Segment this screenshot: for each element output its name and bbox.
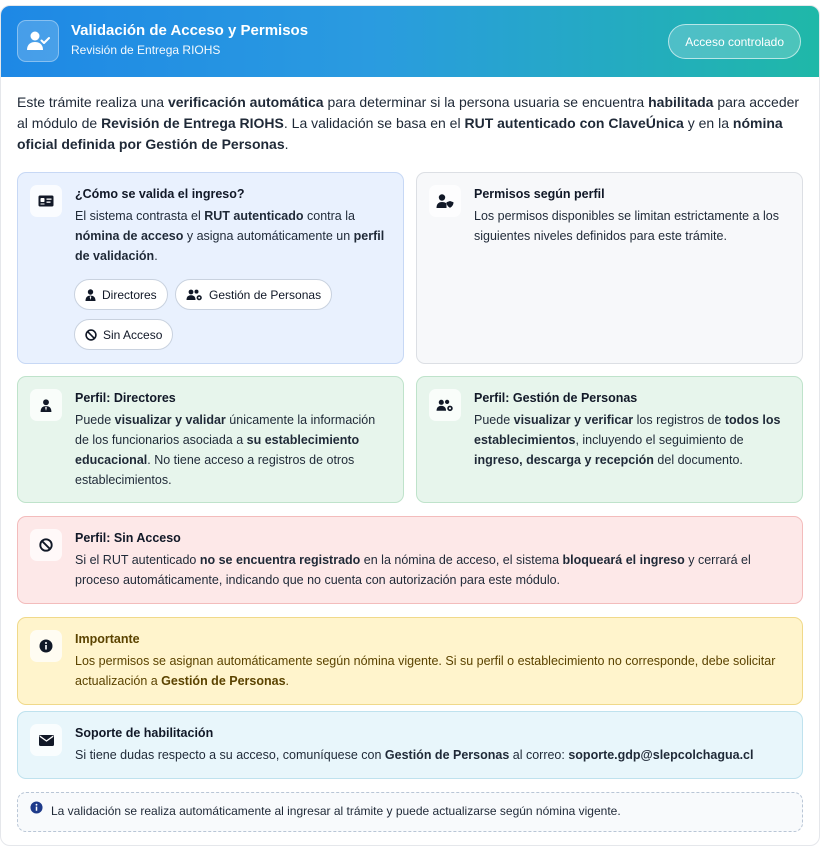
intro-text: . xyxy=(284,136,289,152)
validation-text-part: y asigna automáticamente un xyxy=(183,229,354,243)
importante-box xyxy=(17,617,803,705)
chip-label: Gestión de Personas xyxy=(209,287,322,302)
directores-box xyxy=(17,376,404,503)
intro-paragraph xyxy=(17,92,807,155)
chip-directores xyxy=(74,279,168,310)
gestion-title: Perfil: Gestión de Personas xyxy=(474,391,638,405)
support-email[interactable]: soporte.gdp@slepcolchagua.cl xyxy=(568,748,754,762)
id-card-icon xyxy=(30,185,62,217)
validation-strong: nómina de acceso xyxy=(75,229,184,243)
gestion-text xyxy=(474,410,792,470)
directores-text-part: únicamente la información de los funcionarios asociada a xyxy=(75,413,376,447)
footer-note xyxy=(17,792,803,832)
info-circle-icon xyxy=(30,801,43,814)
page-title: Validación de Acceso y Permisos xyxy=(71,22,309,39)
validation-text-part: El sistema contrasta el xyxy=(75,209,205,223)
sin-acceso-box xyxy=(17,516,803,604)
chip-sin-acceso xyxy=(74,319,173,350)
intro-strong: habilitada xyxy=(648,94,714,110)
info-circle-icon xyxy=(30,630,62,662)
card-header xyxy=(1,6,819,77)
validation-text-part: contra la xyxy=(303,209,355,223)
footer-note-text: La validación se realiza automáticamente al ingresar al trámite y puede actualizarse según nómina vigente. xyxy=(51,804,621,818)
chip-label: Sin Acceso xyxy=(103,327,163,342)
directores-text xyxy=(75,410,391,490)
importante-strong: Gestión de Personas xyxy=(161,674,286,688)
gestion-strong: visualizar y verificar xyxy=(513,413,634,427)
validation-text xyxy=(75,206,393,266)
permissions-box xyxy=(416,172,803,364)
directores-title: Perfil: Directores xyxy=(75,391,176,405)
importante-text-part: . xyxy=(285,674,290,688)
intro-text: . La validación se basa en el xyxy=(283,115,465,131)
intro-strong: RUT autenticado con ClaveÚnica xyxy=(464,115,684,131)
intro-strong: nómina oficial definida por Gestión de Personas xyxy=(17,115,783,152)
directores-text-part: Puede xyxy=(75,413,115,427)
validation-box xyxy=(17,172,404,364)
validation-strong: perfil de validación xyxy=(75,229,385,263)
validation-text-part: . xyxy=(154,249,158,263)
access-badge-label: Acceso controlado xyxy=(685,34,784,49)
sin-acceso-text xyxy=(75,550,790,590)
intro-strong: Revisión de Entrega RIOHS xyxy=(101,115,284,131)
gestion-text-part: Puede xyxy=(474,413,514,427)
users-gear-icon xyxy=(186,289,203,301)
validation-strong: RUT autenticado xyxy=(204,209,304,223)
sin-acceso-title: Perfil: Sin Acceso xyxy=(75,531,181,545)
gestion-strong: ingreso, descarga y recepción xyxy=(474,453,654,467)
gestion-strong: todos los establecimientos xyxy=(474,413,781,447)
soporte-text xyxy=(75,745,790,765)
soporte-text-part: Si tiene dudas respecto a su acceso, comuníquese con xyxy=(75,748,385,762)
user-tie-icon xyxy=(85,289,96,301)
chip-label: Directores xyxy=(102,287,157,302)
gestion-text-part: , incluyendo el seguimiento de xyxy=(575,433,744,447)
intro-text: para determinar si la persona usuaria se encuentra xyxy=(323,94,649,110)
intro-text: Este trámite realiza una xyxy=(17,94,168,110)
user-shield-icon xyxy=(429,185,461,217)
user-check-icon xyxy=(17,20,59,62)
directores-strong: su establecimiento educacional xyxy=(75,433,360,467)
permissions-text: Los permisos disponibles se limitan estrictamente a los siguientes niveles definidos para este trámite. xyxy=(474,209,779,243)
directores-text-part: . No tiene acceso a registros de otros establecimientos. xyxy=(75,453,355,487)
soporte-text-part: al correo: xyxy=(509,748,569,762)
sin-acceso-text-part: Si el RUT autenticado xyxy=(75,553,200,567)
soporte-box xyxy=(17,711,803,779)
importante-title: Importante xyxy=(75,632,140,646)
intro-text: para acceder al módulo de xyxy=(17,94,800,131)
sin-acceso-strong: bloqueará el ingreso xyxy=(562,553,685,567)
access-badge xyxy=(668,24,801,59)
validation-title: ¿Cómo se valida el ingreso? xyxy=(75,187,245,201)
gestion-personas-box xyxy=(416,376,803,503)
access-validation-card xyxy=(0,5,820,846)
intro-strong: verificación automática xyxy=(167,94,324,110)
ban-icon xyxy=(85,329,97,341)
ban-icon xyxy=(30,529,62,561)
directores-strong: visualizar y validar xyxy=(114,413,226,427)
soporte-strong: Gestión de Personas xyxy=(384,748,510,762)
permissions-title: Permisos según perfil xyxy=(474,187,605,201)
sin-acceso-strong: no se encuentra registrado xyxy=(199,553,361,567)
intro-text: y en la xyxy=(683,115,733,131)
gestion-text-part: los registros de xyxy=(633,413,725,427)
sin-acceso-text-part: en la nómina de acceso, el sistema xyxy=(360,553,563,567)
page-subtitle: Revisión de Entrega RIOHS xyxy=(71,43,221,57)
gestion-text-part: del documento. xyxy=(653,453,743,467)
chip-gestion-personas xyxy=(175,279,332,310)
soporte-title: Soporte de habilitación xyxy=(75,726,214,740)
user-tie-icon xyxy=(30,389,62,421)
sin-acceso-text-part: y cerrará el proceso automáticamente, indicando que no cuenta con autorización para este módulo. xyxy=(75,553,751,587)
envelope-icon xyxy=(30,724,62,756)
importante-text-part: Los permisos se asignan automáticamente según nómina vigente. Si su perfil o establecimiento no corresponde, debe solicitar actualización a xyxy=(75,654,776,688)
importante-text xyxy=(75,651,790,691)
users-gear-icon xyxy=(429,389,461,421)
